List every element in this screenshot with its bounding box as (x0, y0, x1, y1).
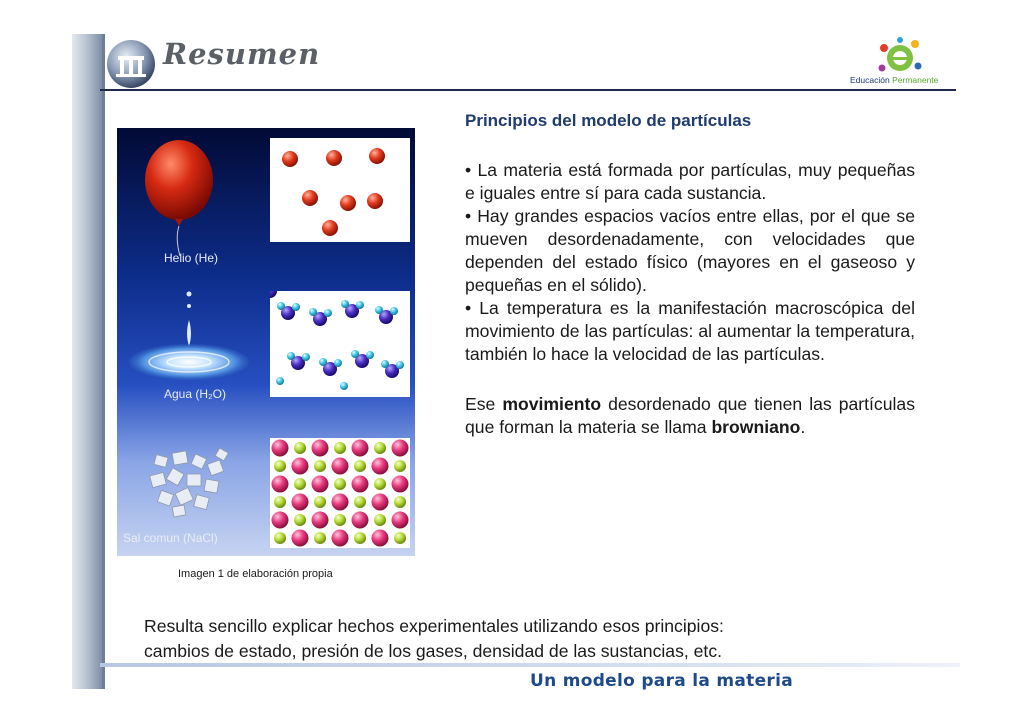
chloride-ion (294, 514, 306, 526)
sodium-ion (352, 440, 369, 457)
sodium-ion (392, 440, 409, 457)
summary-line-1: Resulta sencillo explicar hechos experimentales utilizando esos principios: (144, 616, 724, 636)
brownian-paragraph (465, 393, 915, 439)
principle-3: • La temperatura es la manifestación macroscópica del movimiento de las partículas: al aumentar la temperatura, también lo hace la velocidad de las partículas. (465, 298, 915, 364)
sodium-ion (312, 476, 329, 493)
water-particles (270, 291, 410, 397)
water-label: Agua (H₂O) (164, 387, 227, 401)
sodium-ion (272, 476, 289, 493)
chloride-ion (334, 478, 346, 490)
figure-caption: Imagen 1 de elaboración propia (178, 568, 333, 580)
brand-text-1: Educación (850, 75, 890, 85)
sodium-ion (292, 494, 309, 511)
chloride-ion (274, 532, 286, 544)
sodium-ion (352, 476, 369, 493)
sodium-ion (372, 494, 389, 511)
chloride-ion (354, 532, 366, 544)
principle-2: • Hay grandes espacios vacíos entre ellas, por el que se mueven desordenadamente, con velocidades que dependen del estado físico (mayores en el gaseoso y pequeñas en el sólido). (465, 206, 915, 295)
chloride-ion (334, 442, 346, 454)
sodium-ion (332, 494, 349, 511)
sodium-ion (272, 512, 289, 529)
chloride-ion (394, 460, 406, 472)
brand-text (850, 75, 938, 85)
chloride-ion (374, 442, 386, 454)
sodium-ion (372, 530, 389, 547)
principle-1: • La materia está formada por partículas, muy pequeñas e iguales entre sí para cada sustancia. (465, 160, 915, 203)
brownian-bold-browniano: browniano (711, 417, 801, 437)
chloride-ion (374, 514, 386, 526)
salt-crystals-icon (145, 446, 235, 524)
left-border-decoration (72, 34, 104, 689)
chloride-ion (334, 514, 346, 526)
sodium-ion (352, 512, 369, 529)
water-drop-icon (127, 276, 252, 386)
salt-particles-panel (270, 438, 410, 548)
water-particles-panel (270, 291, 410, 397)
sodium-ion (292, 458, 309, 475)
helium-particles (270, 138, 410, 242)
sodium-ion (332, 458, 349, 475)
brownian-text-3: . (800, 417, 806, 437)
chloride-ion (354, 496, 366, 508)
footer-title: Un modelo para la materia (530, 671, 793, 691)
sodium-ion (312, 512, 329, 529)
chloride-ion (394, 532, 406, 544)
sodium-ion (372, 458, 389, 475)
salt-lattice (270, 438, 410, 548)
chloride-ion (354, 460, 366, 472)
brownian-text-1: Ese (465, 394, 503, 414)
principles-heading: Principios del modelo de partículas (465, 111, 752, 130)
brownian-bold-movimiento: movimiento (502, 394, 602, 414)
sodium-ion (392, 476, 409, 493)
particle-model-figure (117, 128, 415, 556)
summary-line-2: cambios de estado, presión de los gases, densidad de las sustancias, etc. (144, 641, 723, 661)
helium-label: Helio (He) (164, 251, 219, 265)
summary-text (144, 614, 964, 664)
sodium-ion (312, 440, 329, 457)
sodium-ion (392, 512, 409, 529)
sodium-ion (272, 440, 289, 457)
salt-label: Sal comun (NaCl) (123, 531, 218, 545)
page-title: Resumen (163, 37, 321, 71)
chloride-ion (374, 478, 386, 490)
educacion-permanente-logo-icon (870, 36, 930, 80)
brand-text-2: Permanente (892, 75, 939, 85)
sodium-ion (332, 530, 349, 547)
chloride-ion (274, 496, 286, 508)
sodium-ion (292, 530, 309, 547)
chloride-ion (294, 478, 306, 490)
chloride-ion (294, 442, 306, 454)
resumen-logo-icon (105, 38, 157, 90)
chloride-ion (394, 496, 406, 508)
chloride-ion (274, 460, 286, 472)
principles-column (465, 109, 915, 439)
helium-particles-panel (270, 138, 410, 242)
header-rule (100, 89, 956, 91)
brownian-text-2: desordenado que tienen las partículas que forman la materia se llama (465, 394, 915, 437)
chloride-ion (314, 460, 326, 472)
chloride-ion (314, 532, 326, 544)
balloon-icon (139, 138, 219, 256)
chloride-ion (314, 496, 326, 508)
